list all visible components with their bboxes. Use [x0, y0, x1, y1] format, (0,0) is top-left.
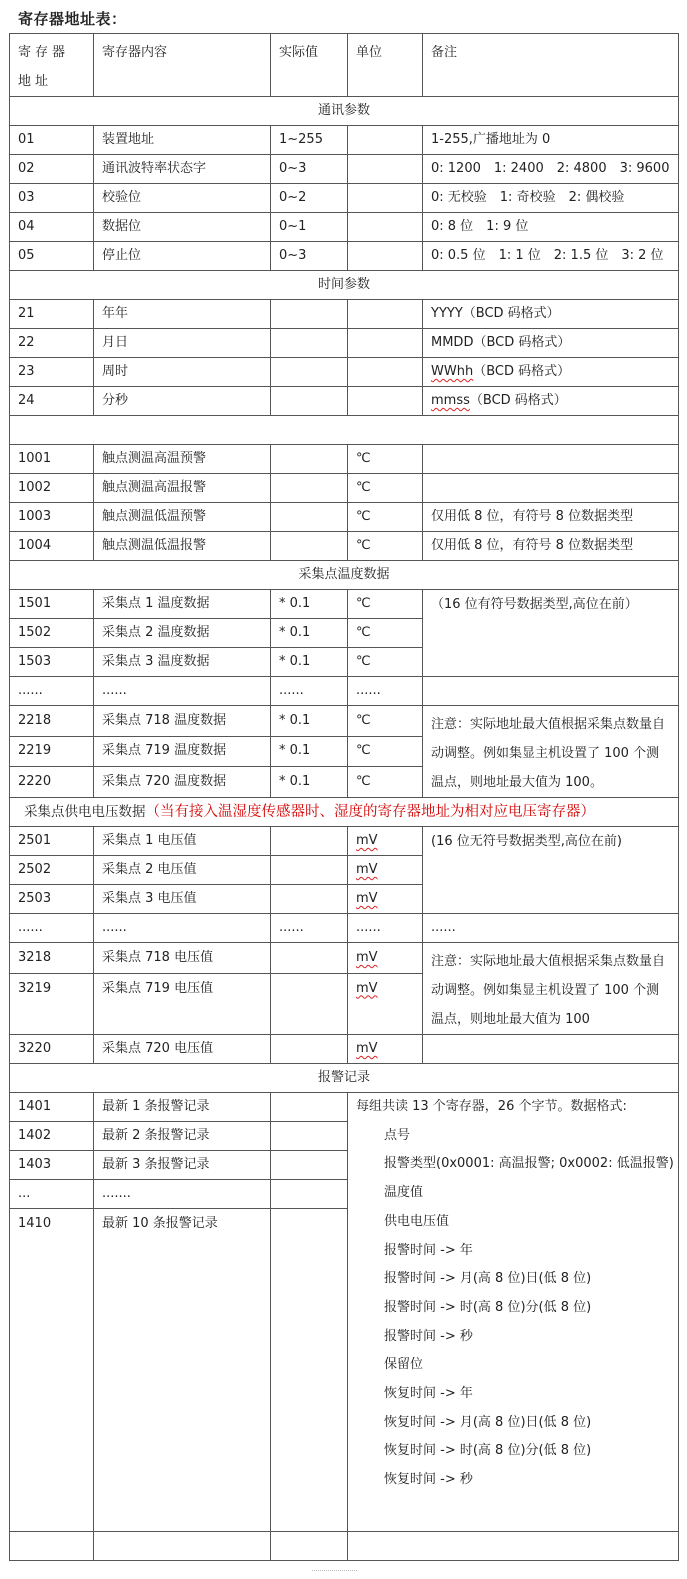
cell-note	[423, 358, 679, 387]
section-volt-title: 采集点供电电压数据	[24, 804, 146, 820]
note-item: 恢复时间 -> 时(高 8 位)分(低 8 位)	[384, 1443, 592, 1459]
cell-unit	[348, 329, 423, 358]
cell-actual	[271, 474, 348, 503]
cell-unit	[348, 358, 423, 387]
cell-addr: 1501	[10, 590, 94, 619]
cell-note: 仅用低 8 位，有符号 8 位数据类型	[423, 532, 679, 561]
cell-actual: 0~1	[271, 213, 348, 242]
cell-note: 0: 0.5 位 1: 1 位 2: 1.5 位 3: 2 位	[423, 242, 679, 271]
cell-actual: ......	[271, 677, 348, 706]
cell-addr: 1401	[10, 1093, 94, 1122]
cell-note: (16 位无符号数据类型,高位在前)	[423, 827, 679, 914]
cell-addr: 21	[10, 300, 94, 329]
section-row	[10, 798, 679, 827]
cell-content: 触点测温低温预警	[94, 503, 271, 532]
table-row	[10, 184, 679, 213]
cell-unit: ℃	[348, 736, 423, 767]
table-row	[10, 474, 679, 503]
cell-unit	[348, 827, 423, 856]
header-note: 备注	[423, 34, 679, 97]
cell-content: ......	[94, 914, 271, 943]
note-rest: （BCD 码格式）	[462, 306, 560, 321]
note-item: 报警时间 -> 时(高 8 位)分(低 8 位)	[384, 1299, 592, 1315]
cell-actual	[271, 532, 348, 561]
header-addr: 寄存器地址	[10, 34, 94, 97]
cell-actual: ......	[271, 914, 348, 943]
unit-text: mV	[356, 891, 378, 906]
note-main: WWhh	[431, 364, 474, 379]
cell-unit	[348, 242, 423, 271]
table-row	[10, 358, 679, 387]
cell-unit	[348, 973, 423, 1034]
cell-actual	[271, 1035, 348, 1064]
section-row	[10, 271, 679, 300]
cell-actual: 0~3	[271, 242, 348, 271]
cell-actual: * 0.1	[271, 648, 348, 677]
table-row	[10, 445, 679, 474]
table-header-row	[10, 34, 679, 97]
cell-addr: 22	[10, 329, 94, 358]
cell-actual: 0~3	[271, 155, 348, 184]
cell-content: 采集点 720 电压值	[94, 1035, 271, 1064]
section-row	[10, 97, 679, 126]
empty-cell	[348, 1532, 679, 1561]
table-row	[10, 503, 679, 532]
note-main: MMDD	[431, 335, 474, 350]
cell-actual	[271, 1093, 348, 1122]
cell-addr: 1003	[10, 503, 94, 532]
cell-addr: 2502	[10, 856, 94, 885]
cell-actual	[271, 358, 348, 387]
cell-addr: 2220	[10, 767, 94, 798]
cell-content: 装置地址	[94, 126, 271, 155]
cell-actual	[271, 503, 348, 532]
cell-unit: ℃	[348, 445, 423, 474]
cell-unit: ℃	[348, 648, 423, 677]
note-item: 报警时间 -> 年	[384, 1242, 473, 1258]
cell-addr: 1502	[10, 619, 94, 648]
cell-actual	[271, 856, 348, 885]
cell-content: 最新 10 条报警记录	[94, 1209, 271, 1532]
cell-content: 分秒	[94, 387, 271, 416]
cell-actual	[271, 329, 348, 358]
cell-actual: * 0.1	[271, 767, 348, 798]
table-row	[10, 329, 679, 358]
cell-unit: ℃	[348, 503, 423, 532]
cell-unit	[348, 1035, 423, 1064]
cell-note: （16 位有符号数据类型,高位在前）	[423, 590, 679, 677]
cell-content: 周时	[94, 358, 271, 387]
cell-addr: 1001	[10, 445, 94, 474]
note-item: 恢复时间 -> 秒	[384, 1472, 473, 1488]
section-row	[10, 561, 679, 590]
cell-addr: 05	[10, 242, 94, 271]
cell-unit	[348, 300, 423, 329]
section-row	[10, 1064, 679, 1093]
cell-content: 采集点 2 电压值	[94, 856, 271, 885]
cell-addr: 1004	[10, 532, 94, 561]
cell-content: 最新 2 条报警记录	[94, 1122, 271, 1151]
header-actual: 实际值	[271, 34, 348, 97]
section-volt	[10, 798, 679, 827]
cell-unit: ℃	[348, 474, 423, 503]
cell-addr: 23	[10, 358, 94, 387]
cell-actual	[271, 387, 348, 416]
section-alarm: 报警记录	[10, 1064, 679, 1093]
cell-content: .......	[94, 1180, 271, 1209]
cell-addr: 3219	[10, 973, 94, 1034]
cell-content: 停止位	[94, 242, 271, 271]
cell-actual: * 0.1	[271, 590, 348, 619]
cell-actual	[271, 943, 348, 974]
cell-addr: 24	[10, 387, 94, 416]
cell-content: 采集点 3 电压值	[94, 885, 271, 914]
cell-actual	[271, 885, 348, 914]
note-main: mmss	[431, 393, 470, 408]
cell-content: 年年	[94, 300, 271, 329]
cell-actual	[271, 827, 348, 856]
header-content: 寄存器内容	[94, 34, 271, 97]
cell-addr: ......	[10, 914, 94, 943]
table-row	[10, 827, 679, 856]
cell-note: 1-255,广播地址为 0	[423, 126, 679, 155]
note-item: 报警时间 -> 秒	[384, 1328, 473, 1344]
note-rest: （BCD 码格式）	[473, 364, 571, 379]
cell-addr: 2501	[10, 827, 94, 856]
unit-text: mV	[356, 949, 378, 965]
note-item: 恢复时间 -> 年	[384, 1386, 473, 1402]
cell-content: 数据位	[94, 213, 271, 242]
table-row	[10, 677, 679, 706]
note-item: 保留位	[384, 1357, 424, 1373]
cell-content: 采集点 719 温度数据	[94, 736, 271, 767]
cell-note	[423, 677, 679, 706]
cell-actual	[271, 300, 348, 329]
table-row	[10, 532, 679, 561]
cell-addr: 03	[10, 184, 94, 213]
cell-content: 采集点 718 电压值	[94, 943, 271, 974]
table-row	[10, 914, 679, 943]
cell-addr: 1002	[10, 474, 94, 503]
cell-content: 触点测温高温报警	[94, 474, 271, 503]
table-row	[10, 1093, 679, 1122]
page-footer-mark	[312, 1570, 357, 1573]
empty-cell	[94, 1532, 271, 1561]
cell-content: 触点测温高温预警	[94, 445, 271, 474]
cell-unit: ℃	[348, 619, 423, 648]
table-row	[10, 126, 679, 155]
cell-unit	[348, 856, 423, 885]
cell-note: 注意：实际地址最大值根据采集点数量自动调整。例如集显主机设置了 100 个测温点，则地址最大值为 100。	[423, 706, 679, 798]
cell-actual: * 0.1	[271, 736, 348, 767]
unit-text: mV	[356, 862, 378, 877]
cell-unit	[348, 155, 423, 184]
cell-actual	[271, 445, 348, 474]
note-item: 恢复时间 -> 月(高 8 位)日(低 8 位)	[384, 1414, 592, 1430]
cell-addr: ......	[10, 677, 94, 706]
cell-addr: 1410	[10, 1209, 94, 1532]
table-row	[10, 213, 679, 242]
cell-note: 仅用低 8 位，有符号 8 位数据类型	[423, 503, 679, 532]
table-row	[10, 300, 679, 329]
cell-unit	[348, 943, 423, 974]
cell-note	[423, 387, 679, 416]
cell-note: 注意：实际地址最大值根据采集点数量自动调整。例如集显主机设置了 100 个测温点，则地址最大值为 100	[423, 943, 679, 1035]
cell-note	[423, 300, 679, 329]
cell-content: 月日	[94, 329, 271, 358]
cell-content: 采集点 719 电压值	[94, 973, 271, 1034]
register-table	[9, 33, 679, 1561]
section-volt-remark: （当有接入温湿度传感器时、湿度的寄存器地址为相对应电压寄存器）	[145, 804, 595, 820]
cell-addr: 02	[10, 155, 94, 184]
cell-note: ......	[423, 914, 679, 943]
cell-actual: 1~255	[271, 126, 348, 155]
note-item	[356, 1150, 674, 1179]
table-row	[10, 590, 679, 619]
cell-addr: 1403	[10, 1151, 94, 1180]
cell-actual	[271, 973, 348, 1034]
cell-note: 0: 无校验 1: 奇校验 2: 偶校验	[423, 184, 679, 213]
cell-unit: ......	[348, 914, 423, 943]
cell-content: 采集点 1 温度数据	[94, 590, 271, 619]
cell-actual	[271, 1180, 348, 1209]
cell-unit	[348, 184, 423, 213]
cell-note	[423, 445, 679, 474]
cell-content: 采集点 718 温度数据	[94, 706, 271, 737]
cell-addr: 2219	[10, 736, 94, 767]
cell-addr: ...	[10, 1180, 94, 1209]
empty-cell	[271, 1532, 348, 1561]
unit-text: mV	[356, 1041, 378, 1056]
note-main: YYYY	[431, 306, 463, 321]
cell-actual	[271, 1209, 348, 1532]
note-rest: （BCD 码格式）	[473, 335, 571, 350]
cell-unit: ℃	[348, 590, 423, 619]
cell-actual	[271, 1122, 348, 1151]
unit-text: mV	[356, 980, 378, 996]
section-time: 时间参数	[10, 271, 679, 300]
cell-unit	[348, 387, 423, 416]
header-unit: 单位	[348, 34, 423, 97]
cell-note	[423, 329, 679, 358]
cell-unit: ℃	[348, 767, 423, 798]
note-item-text: 报警类型(0x0001: 高温报警; 0x0002: 低温报警)	[384, 1156, 674, 1172]
cell-addr: 1503	[10, 648, 94, 677]
cell-note: 0: 1200 1: 2400 2: 4800 3: 9600	[423, 155, 679, 184]
cell-unit: ℃	[348, 532, 423, 561]
table-row	[10, 242, 679, 271]
cell-addr: 3220	[10, 1035, 94, 1064]
cell-unit	[348, 213, 423, 242]
table-row	[10, 155, 679, 184]
cell-unit: ℃	[348, 706, 423, 737]
note-head: 每组共读 13 个寄存器，26 个字节。数据格式:	[356, 1099, 627, 1114]
cell-unit: ......	[348, 677, 423, 706]
note-item: 供电电压值	[384, 1213, 450, 1229]
cell-addr: 01	[10, 126, 94, 155]
cell-addr: 04	[10, 213, 94, 242]
note-item: 温度值	[384, 1185, 424, 1201]
cell-actual: * 0.1	[271, 706, 348, 737]
cell-content: 采集点 3 温度数据	[94, 648, 271, 677]
note-rest: （BCD 码格式）	[469, 393, 567, 408]
table-row	[10, 1035, 679, 1064]
table-row	[10, 943, 679, 974]
cell-content: 校验位	[94, 184, 271, 213]
cell-unit	[348, 126, 423, 155]
cell-unit	[348, 885, 423, 914]
cell-note	[423, 474, 679, 503]
cell-content: 采集点 2 温度数据	[94, 619, 271, 648]
cell-content: 通讯波特率状态字	[94, 155, 271, 184]
empty-row	[10, 1532, 679, 1561]
table-row	[10, 387, 679, 416]
cell-actual	[271, 1151, 348, 1180]
cell-addr: 2218	[10, 706, 94, 737]
cell-content: 最新 3 条报警记录	[94, 1151, 271, 1180]
empty-row	[10, 416, 679, 445]
cell-content: 采集点 720 温度数据	[94, 767, 271, 798]
alarm-format-note	[348, 1093, 679, 1532]
cell-content: 最新 1 条报警记录	[94, 1093, 271, 1122]
cell-note	[423, 1035, 679, 1064]
empty-cell	[10, 1532, 94, 1561]
cell-actual: * 0.1	[271, 619, 348, 648]
cell-content: 触点测温低温报警	[94, 532, 271, 561]
note-item: 点号	[384, 1127, 411, 1143]
cell-note: 0: 8 位 1: 9 位	[423, 213, 679, 242]
cell-addr: 3218	[10, 943, 94, 974]
section-comm: 通讯参数	[10, 97, 679, 126]
cell-addr: 2503	[10, 885, 94, 914]
section-temp: 采集点温度数据	[10, 561, 679, 590]
table-row	[10, 706, 679, 737]
page-title: 寄存器地址表：	[18, 10, 127, 28]
cell-addr: 1402	[10, 1122, 94, 1151]
cell-content: 采集点 1 电压值	[94, 827, 271, 856]
unit-text: mV	[356, 833, 378, 848]
note-item: 报警时间 -> 月(高 8 位)日(低 8 位)	[384, 1271, 592, 1287]
cell-actual: 0~2	[271, 184, 348, 213]
cell-content: ......	[94, 677, 271, 706]
empty-cell	[10, 416, 679, 445]
